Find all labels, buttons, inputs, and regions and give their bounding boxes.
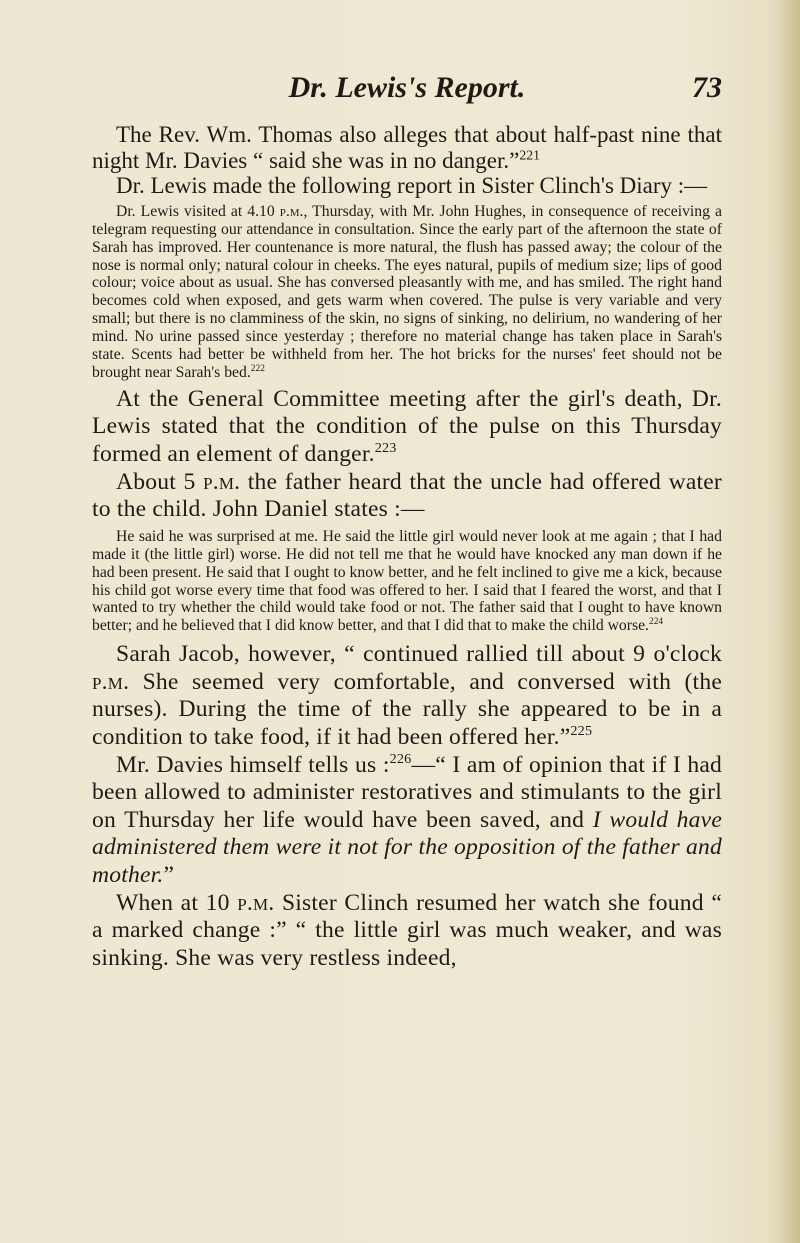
page-edge-shadow <box>778 0 800 1243</box>
footnote-ref: 224 <box>648 617 664 628</box>
paragraph-thomas-allegation <box>92 122 722 173</box>
page-number: 73 <box>692 71 722 104</box>
paragraph-davies-opinion <box>92 752 722 890</box>
paragraph-text: At the General Committee meeting after the girl's death, Dr. Lewis stated that the condition of the pulse on this Thursday formed an element of danger. <box>92 385 722 468</box>
quoted-report-diary <box>92 203 722 382</box>
quoted-john-daniel <box>92 528 722 635</box>
paragraph-text: She seemed very comfortable, and conversed with (the nurses). During the time of the rally she appeared to be in a condition to take food, if it had been offered her.” <box>92 668 722 751</box>
time-abbrev: p.m. <box>203 468 241 495</box>
footnote-ref: 222 <box>250 363 265 374</box>
paragraph-text: When at 10 <box>116 889 238 916</box>
paragraph-text: ” <box>163 862 175 888</box>
quote-text: He said he was surprised at me. He said the little girl would never look at me again ; that I had made it (the little girl) worse. He did not tell me that he would have knocked any man down if he had been present. He said that I ought to know better, and he felt inclined to give me a kick, because his child got worse every time that food was offered to her. I said that I feared the worst, and that I wanted to try whether the child would take food or not. The father said that I ought to have known better; and he believed that I did know better, and that I did that to make the child worse. <box>92 527 722 635</box>
time-abbrev: p.m. <box>237 889 275 916</box>
page-header <box>92 70 722 110</box>
paragraph-general-committee <box>92 386 722 469</box>
paragraph-sister-clinch-watch <box>92 890 722 973</box>
paragraph-text: Dr. Lewis made the following report in Sister Clinch's Diary :— <box>116 173 708 199</box>
footnote-ref: 221 <box>519 146 541 162</box>
paragraph-text: Sister Clinch resumed her watch she found “ a marked change :” “ the little girl was much weaker, and was sinking. She was very restless indeed, <box>92 889 723 971</box>
paragraph-text: —“ I am of opinion that if I had been allowed to administer restoratives and stimulants to the girl on Thursday her life would have been saved, and <box>92 751 722 833</box>
paragraph-text: About 5 <box>116 468 204 495</box>
italic-emphasis: I would have administered them were it not for the opposition of the father and mother. <box>92 806 722 888</box>
paragraph-father-water <box>92 469 722 524</box>
time-abbrev: p.m. <box>279 202 304 220</box>
quote-text: , Thursday, with Mr. John Hughes, in consequence of receiving a telegram requesting our attendance in consultation. Since the early part of the afternoon the state of Sarah has improved. Her countenance is more natural, the flush has passed away; the colour of the nose is normal only; natural colour in cheeks. The eyes natural, pupils of medium size; lips of good colour; voice about as usual. She has conversed pleasantly with me, and has smiled. The right hand becomes cold when exposed, and gets warm when covered. The pulse is very variable and very small; but there is no clamminess of the skin, no signs of sinking, no delirium, no wandering of her mind. No urine passed since yesterday ; therefore no material change has taken place in Sarah's state. Scents had better be withheld from her. The hot bricks for the nurses' feet should not be brought near Sarah's bed. <box>92 202 722 381</box>
paragraph-text: Sarah Jacob, however, “ continued rallied till about 9 o'clock <box>116 641 722 668</box>
running-title: Dr. Lewis's Report. <box>288 71 526 104</box>
paragraph-sarah-rallied <box>92 641 722 751</box>
footnote-ref: 225 <box>570 723 593 740</box>
paragraph-text: The Rev. Wm. Thomas also alleges that about half-past nine that night Mr. Davies “ said she was in no danger.” <box>92 122 722 173</box>
paragraph-lewis-report-intro <box>92 173 722 199</box>
paragraph-text: the father heard that the uncle had offered water to the child. John Daniel states :— <box>92 468 722 523</box>
time-abbrev: p.m. <box>92 668 130 695</box>
paragraph-text: Mr. Davies himself tells us : <box>116 751 390 778</box>
footnote-ref: 223 <box>374 440 397 457</box>
page-body <box>92 122 722 972</box>
quote-text: Dr. Lewis visited at 4.10 <box>116 202 280 220</box>
footnote-ref: 226 <box>389 750 412 767</box>
